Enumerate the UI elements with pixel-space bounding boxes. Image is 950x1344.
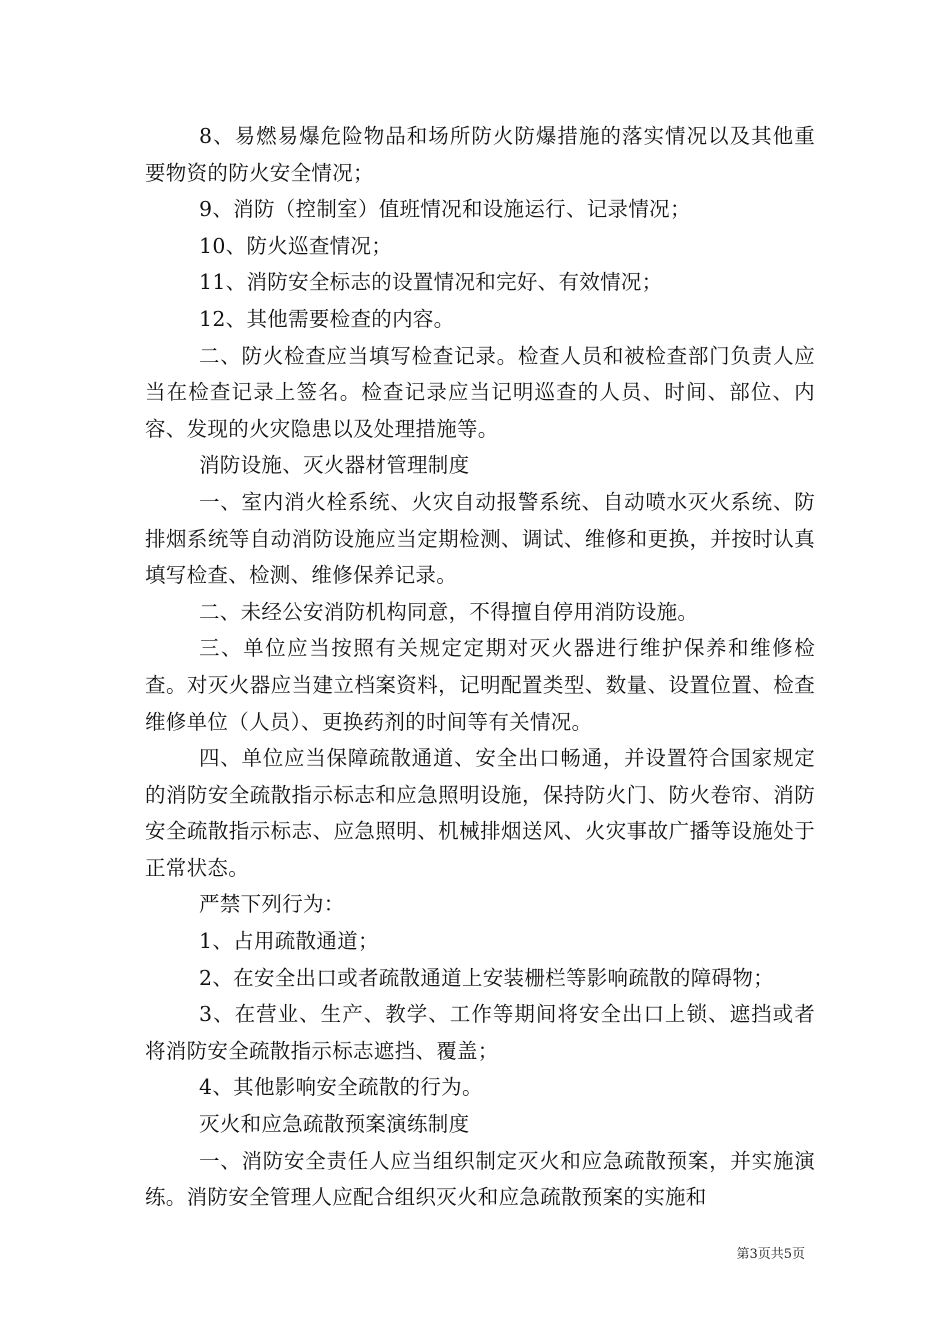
paragraph: 三、单位应当按照有关规定定期对灭火器进行维护保养和维修检查。对灭火器应当建立档案资料，记明配置类型、数量、设置位置、检查维修单位（人员）、更换药剂的时间等有关情况。 bbox=[145, 636, 815, 734]
paragraph: 8、易燃易爆危险物品和场所防火防爆措施的落实情况以及其他重要物资的防火安全情况； bbox=[145, 124, 815, 185]
paragraph: 四、单位应当保障疏散通道、安全出口畅通，并设置符合国家规定的消防安全疏散指示标志和应急照明设施，保持防火门、防火卷帘、消防安全疏散指示标志、应急照明、机械排烟送风、火灾事故广播等设施处于正常状态。 bbox=[145, 746, 815, 880]
page-number-footer: 第3页共5页 bbox=[736, 1247, 805, 1262]
section-heading: 消防设施、灭火器材管理制度 bbox=[199, 453, 470, 478]
paragraph: 9、消防（控制室）值班情况和设施运行、记录情况； bbox=[199, 197, 691, 222]
section-heading: 灭火和应急疏散预案演练制度 bbox=[199, 1112, 470, 1137]
list-item: 2、在安全出口或者疏散通道上安装栅栏等影响疏散的障碍物； bbox=[199, 965, 774, 990]
paragraph: 12、其他需要检查的内容。 bbox=[199, 306, 455, 331]
paragraph: 严禁下列行为： bbox=[199, 892, 345, 917]
list-item: 1、占用疏散通道； bbox=[199, 929, 379, 954]
paragraph: 11、消防安全标志的设置情况和完好、有效情况； bbox=[199, 270, 663, 295]
list-item: 4、其他影响安全疏散的行为。 bbox=[199, 1075, 483, 1100]
paragraph: 10、防火巡查情况； bbox=[199, 233, 393, 258]
paragraph: 一、室内消火栓系统、火灾自动报警系统、自动喷水灭火系统、防排烟系统等自动消防设施应当定期检测、调试、维修和更换，并按时认真填写检查、检测、维修保养记录。 bbox=[145, 489, 815, 588]
list-item: 3、在营业、生产、教学、工作等期间将安全出口上锁、遮挡或者将消防安全疏散指示标志遮挡、覆盖； bbox=[145, 1002, 815, 1063]
document-body bbox=[145, 118, 815, 1216]
paragraph: 一、消防安全责任人应当组织制定灭火和应急疏散预案，并实施演练。消防安全管理人应配合组织灭火和应急疏散预案的实施和 bbox=[145, 1148, 815, 1210]
paragraph: 二、未经公安消防机构同意，不得擅自停用消防设施。 bbox=[199, 599, 699, 624]
paragraph: 二、防火检查应当填写检查记录。检查人员和被检查部门负责人应当在检查记录上签名。检查记录应当记明巡查的人员、时间、部位、内容、发现的火灾隐患以及处理措施等。 bbox=[145, 343, 815, 441]
